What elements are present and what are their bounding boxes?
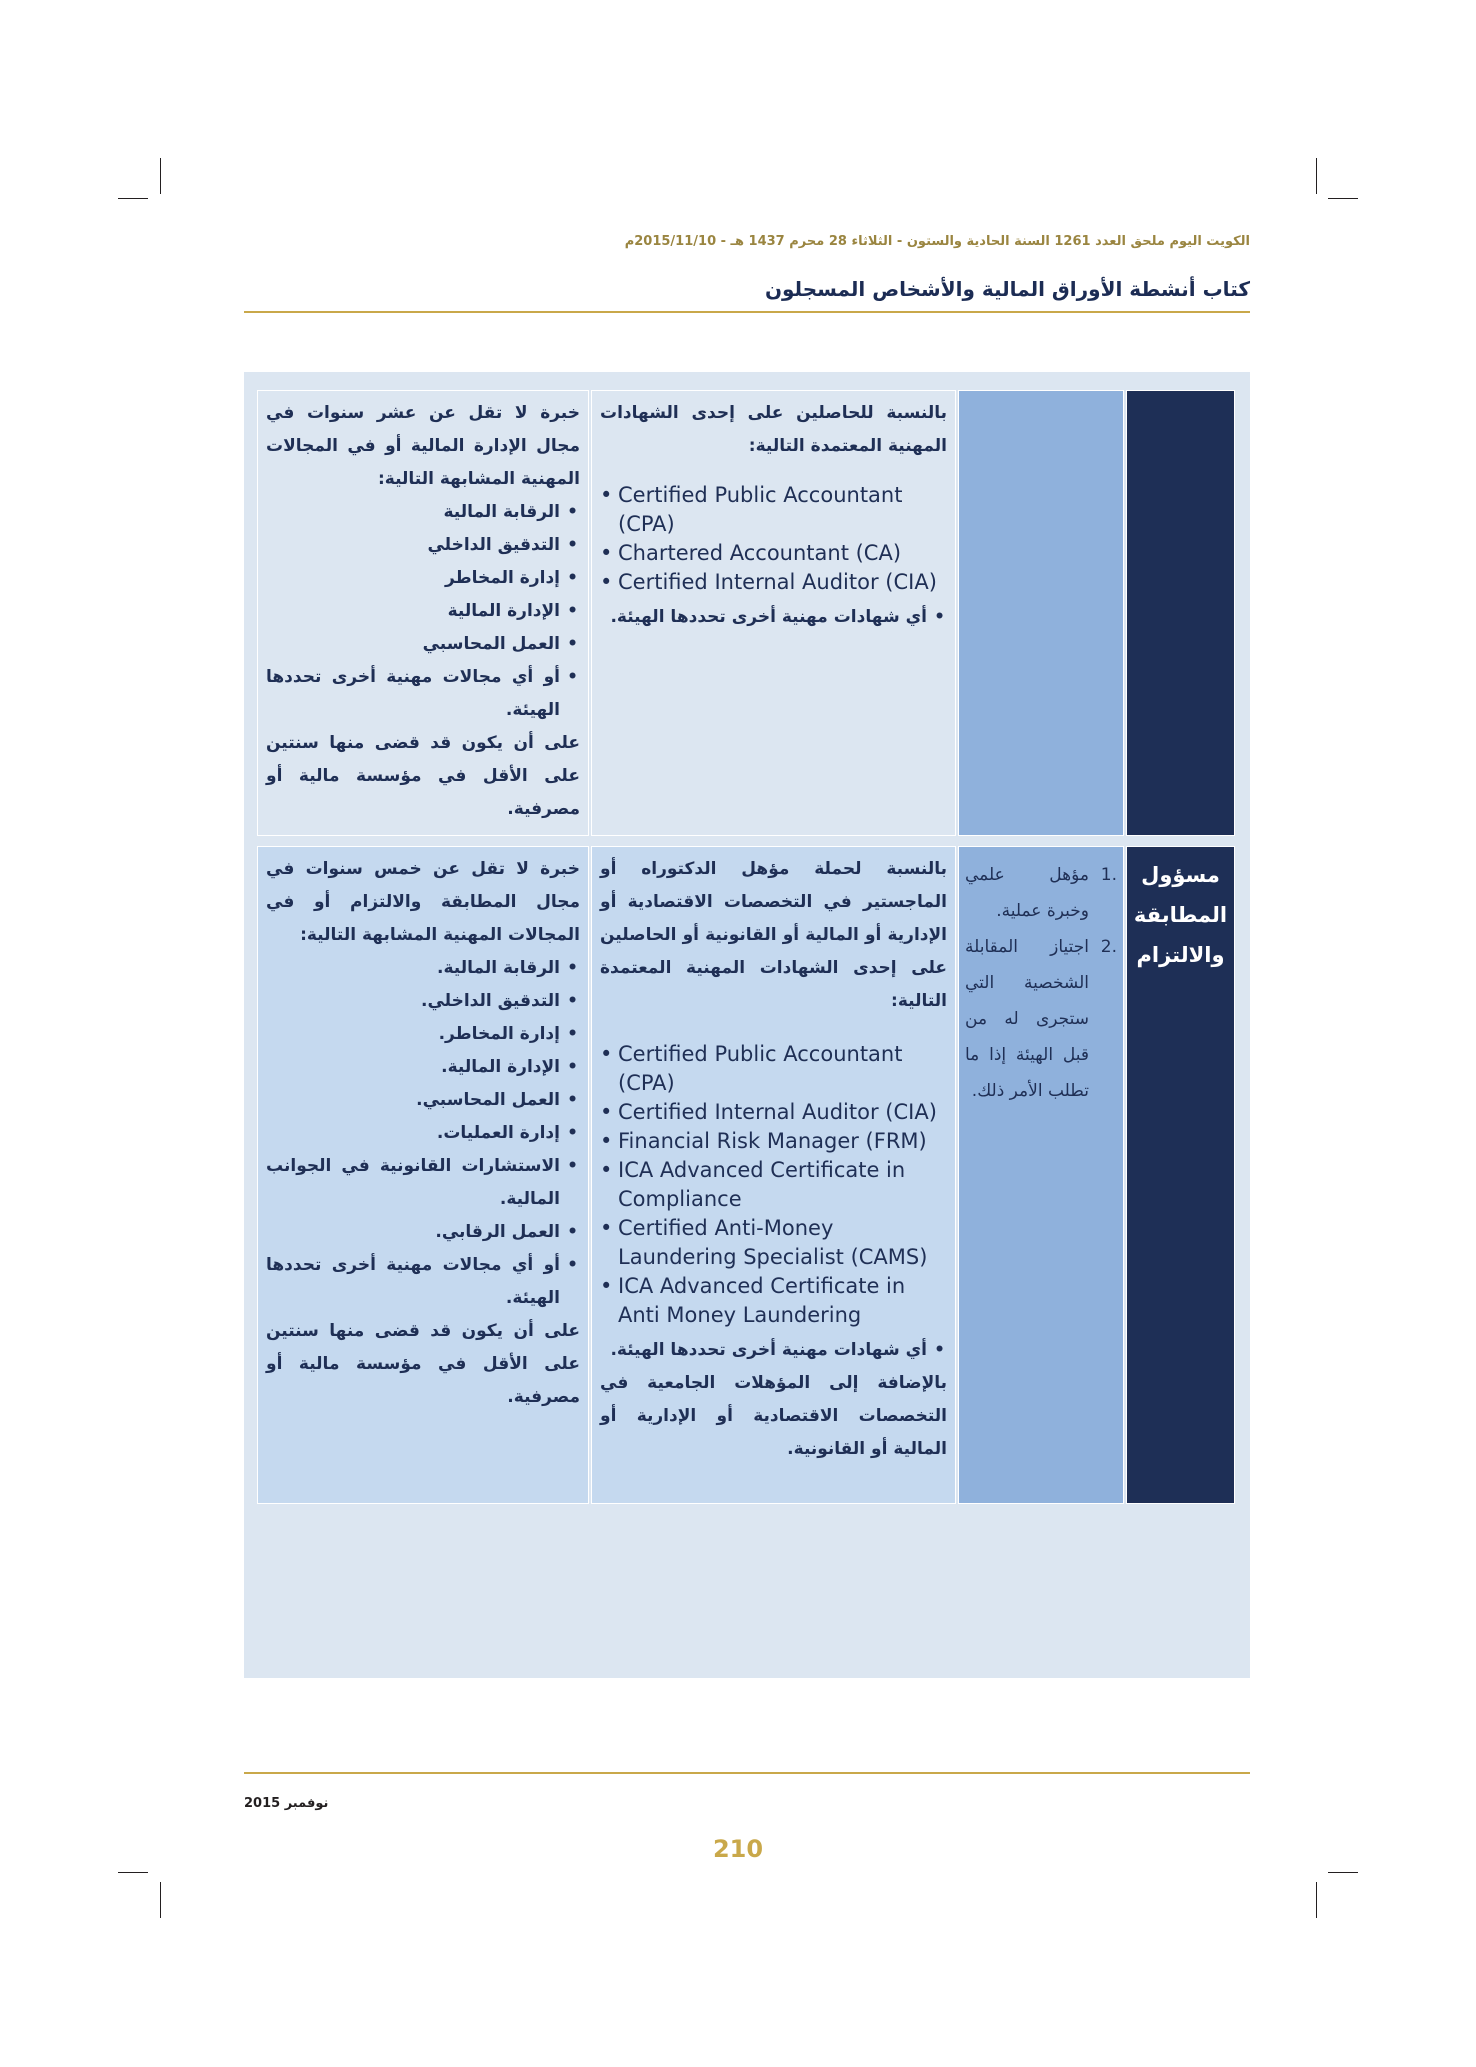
list-item: • أي شهادات مهنية أخرى تحددها الهيئة. [600, 1334, 947, 1367]
running-header: الكويت اليوم ملحق العدد 1261 السنة الحادية والستون - الثلاثاء 28 محرم 1437 هـ - 2015/11/10م [624, 234, 1250, 249]
list-item: • إدارة المخاطر. [266, 1018, 580, 1051]
cert-intro: بالنسبة للحاصلين على إحدى الشهادات المهنية المعتمدة التالية: [600, 403, 947, 456]
list-item: • Certified Public Accountant (CPA) [600, 481, 947, 539]
qualification-cell [958, 846, 1124, 1504]
list-item: • الاستشارات القانونية في الجوانب المالية. [266, 1150, 580, 1216]
list-item: • Certified Anti-Money Laundering Specialist (CAMS) [600, 1214, 947, 1272]
list-item: • الرقابة المالية. [266, 952, 580, 985]
crop-mark [1316, 1882, 1317, 1918]
table-row [257, 390, 1235, 836]
list-item: • Chartered Accountant (CA) [600, 539, 947, 568]
list-item: • Certified Internal Auditor (CIA) [600, 1098, 947, 1127]
list-item: • التدقيق الداخلي [266, 529, 580, 562]
list-item: • Certified Public Accountant (CPA) [600, 1040, 947, 1098]
list-item: • الإدارة المالية. [266, 1051, 580, 1084]
list-item: • إدارة العمليات. [266, 1117, 580, 1150]
cert-intro: بالنسبة لحملة مؤهل الدكتوراه أو الماجستير في التخصصات الاقتصادية أو الإدارية أو المالية أو القانونية أو الحاصلين على إحدى الشهادات المهنية المعتمدة التالية: [600, 859, 947, 1011]
requirements-table [244, 372, 1250, 1678]
list-item [965, 857, 1117, 929]
qualification-cell [958, 390, 1124, 836]
certificates-cell [591, 846, 956, 1504]
cert-extra: بالإضافة إلى المؤهلات الجامعية في التخصصات الاقتصادية أو الإدارية أو المالية أو القانونية. [600, 1373, 947, 1459]
list-item: • ICA Advanced Certificate in Compliance [600, 1156, 947, 1214]
list-item: • أو أي مجالات مهنية أخرى تحددها الهيئة. [266, 661, 580, 727]
exp-intro: خبرة لا تقل عن خمس سنوات في مجال المطابقة والالتزام أو في المجالات المهنية المشابهة التالية: [266, 859, 580, 945]
cert-other-list [600, 1334, 947, 1367]
crop-mark [118, 198, 148, 199]
qual-text: مؤهل علمي وخبرة عملية. [965, 865, 1089, 921]
experience-cell [257, 846, 589, 1504]
footer-rule [244, 1772, 1250, 1774]
page-number: 210 [712, 1835, 764, 1863]
position-label-cell: مسؤول المطابقة والالتزام [1126, 846, 1235, 1504]
list-item: • Certified Internal Auditor (CIA) [600, 568, 947, 597]
crop-mark [118, 1872, 148, 1873]
crop-mark [1328, 1872, 1358, 1873]
cert-list [600, 481, 947, 597]
list-item: • أي شهادات مهنية أخرى تحددها الهيئة. [600, 601, 947, 634]
list-item: • ICA Advanced Certificate in Anti Money Laundering [600, 1272, 947, 1330]
list-item [965, 929, 1117, 1109]
cert-other-list [600, 601, 947, 634]
footer-date: نوفمبر 2015 [244, 1796, 329, 1811]
list-item: • العمل المحاسبي. [266, 1084, 580, 1117]
list-item: • الإدارة المالية [266, 595, 580, 628]
exp-note: على أن يكون قد قضى منها سنتين على الأقل في مؤسسة مالية أو مصرفية. [266, 1321, 580, 1407]
crop-mark [160, 1882, 161, 1918]
book-title: كتاب أنشطة الأوراق المالية والأشخاص المسجلون [764, 277, 1250, 301]
list-item: • العمل الرقابي. [266, 1216, 580, 1249]
exp-intro: خبرة لا تقل عن عشر سنوات في مجال الإدارة المالية أو في المجالات المهنية المشابهة التالية: [266, 403, 580, 489]
certificates-cell [591, 390, 956, 836]
table-row [257, 846, 1235, 1504]
list-item: • إدارة المخاطر [266, 562, 580, 595]
qual-list [965, 857, 1117, 1109]
qual-text: اجتياز المقابلة الشخصية التي ستجرى له من قبل الهيئة إذا ما تطلب الأمر ذلك. [965, 937, 1089, 1101]
experience-cell [257, 390, 589, 836]
cert-list [600, 1040, 947, 1330]
crop-mark [1328, 198, 1358, 199]
list-item: • العمل المحاسبي [266, 628, 580, 661]
crop-mark [160, 158, 161, 194]
exp-note: على أن يكون قد قضى منها سنتين على الأقل في مؤسسة مالية أو مصرفية. [266, 733, 580, 819]
exp-list [266, 496, 580, 727]
list-item: • الرقابة المالية [266, 496, 580, 529]
list-item: • التدقيق الداخلي. [266, 985, 580, 1018]
position-label-cell [1126, 390, 1235, 836]
crop-mark [1316, 158, 1317, 194]
list-item: • Financial Risk Manager (FRM) [600, 1127, 947, 1156]
list-item: • أو أي مجالات مهنية أخرى تحددها الهيئة. [266, 1249, 580, 1315]
header-rule [244, 311, 1250, 313]
exp-list [266, 952, 580, 1315]
